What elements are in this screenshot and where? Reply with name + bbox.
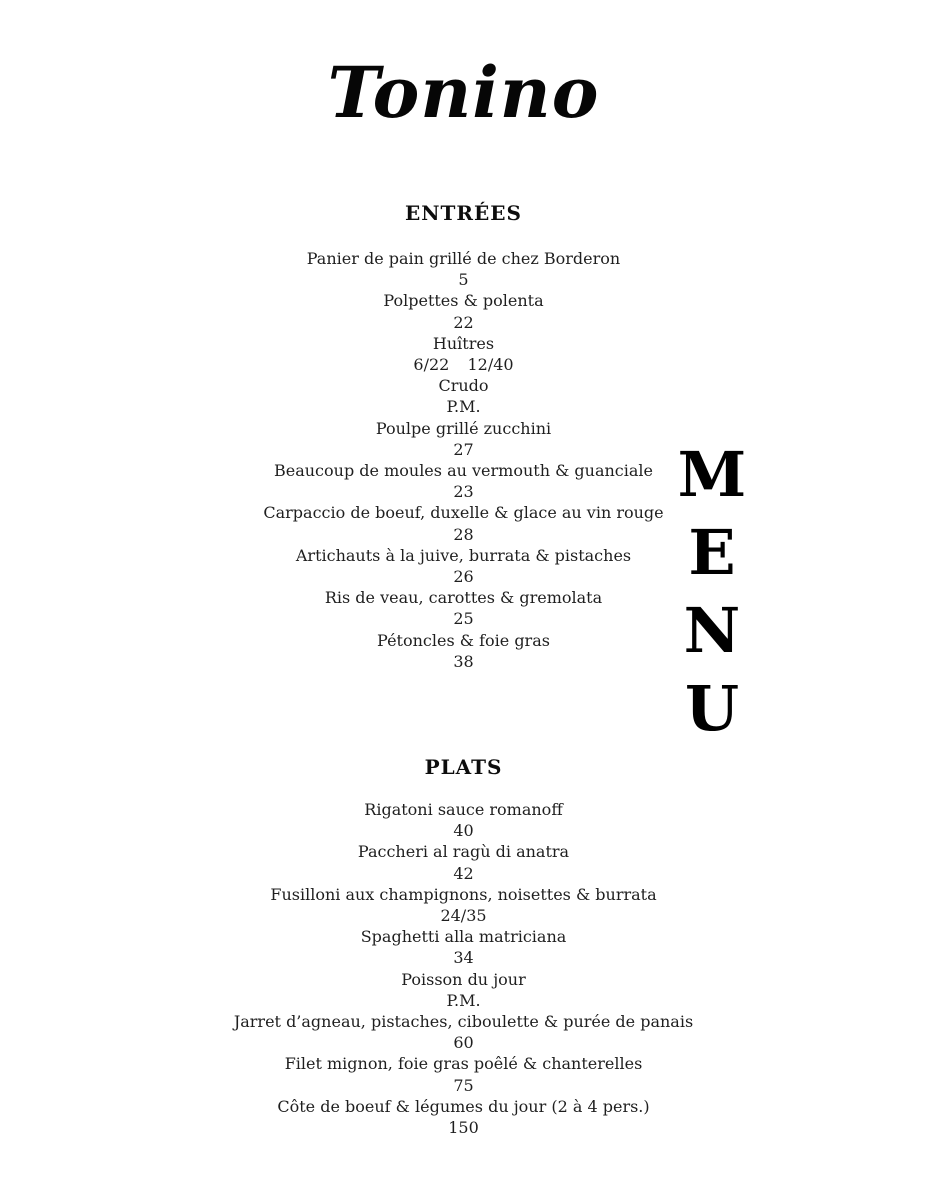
item-name: Beaucoup de moules au vermouth & guanciale xyxy=(273,461,654,481)
item-price: 28 xyxy=(453,524,474,544)
item-name: Filet mignon, foie gras poêlé & chanterelles xyxy=(284,1054,643,1074)
item-price: 38 xyxy=(453,651,474,671)
item-price: 5 xyxy=(458,270,469,290)
item-name: Poisson du jour xyxy=(401,969,526,989)
item-name: Poulpe grillé zucchini xyxy=(375,418,552,438)
item-name: Côte de boeuf & légumes du jour (2 à 4 pers.) xyxy=(277,1096,650,1116)
item-name: Artichauts à la juive, burrata & pistaches xyxy=(295,545,632,565)
vertical-menu-letter-n: N xyxy=(683,594,741,667)
item-name: Panier de pain grillé de chez Borderon xyxy=(306,249,621,268)
item-price: P.M. xyxy=(446,990,481,1010)
item-price: 42 xyxy=(453,863,474,883)
item-name: Huîtres xyxy=(432,333,495,353)
item-price: 26 xyxy=(453,567,474,587)
item-name: Ris de veau, carottes & gremolata xyxy=(324,588,603,608)
item-price: 27 xyxy=(453,439,474,459)
section-heading-plats: PLATS xyxy=(424,755,503,779)
section-heading-entrees: ENTRÉES xyxy=(405,201,522,225)
item-price: 75 xyxy=(453,1075,474,1095)
restaurant-title: Tonino xyxy=(327,51,600,134)
item-price: 23 xyxy=(453,482,474,502)
item-price: 24/35 xyxy=(440,906,487,926)
item-price: 150 xyxy=(448,1118,479,1138)
entrees-list xyxy=(0,248,927,672)
item-name: Spaghetti alla matriciana xyxy=(360,927,567,947)
vertical-menu-letter-e: E xyxy=(688,516,736,589)
item-name: Rigatoni sauce romanoff xyxy=(364,800,563,819)
item-name: Polpettes & polenta xyxy=(383,291,544,311)
item-price: 60 xyxy=(453,1033,474,1053)
item-price: 6/22 12/40 xyxy=(413,355,514,375)
vertical-menu-letter-u: U xyxy=(684,672,740,745)
item-name: Carpaccio de boeuf, duxelle & glace au vin rouge xyxy=(263,503,664,523)
item-name: Pétoncles & foie gras xyxy=(377,630,550,650)
item-price: 40 xyxy=(453,821,474,841)
item-name: Jarret d’agneau, pistaches, ciboulette & purée de panais xyxy=(233,1012,694,1032)
item-name: Paccheri al ragù di anatra xyxy=(357,842,570,862)
plats-list xyxy=(0,799,927,1138)
item-name: Crudo xyxy=(438,376,489,396)
item-name: Fusilloni aux champignons, noisettes & burrata xyxy=(270,884,657,904)
item-price: 22 xyxy=(453,312,474,332)
item-price: 25 xyxy=(453,609,474,629)
item-price: P.M. xyxy=(446,397,481,417)
vertical-menu-letter-m: M xyxy=(677,438,747,511)
item-price: 34 xyxy=(453,948,474,968)
